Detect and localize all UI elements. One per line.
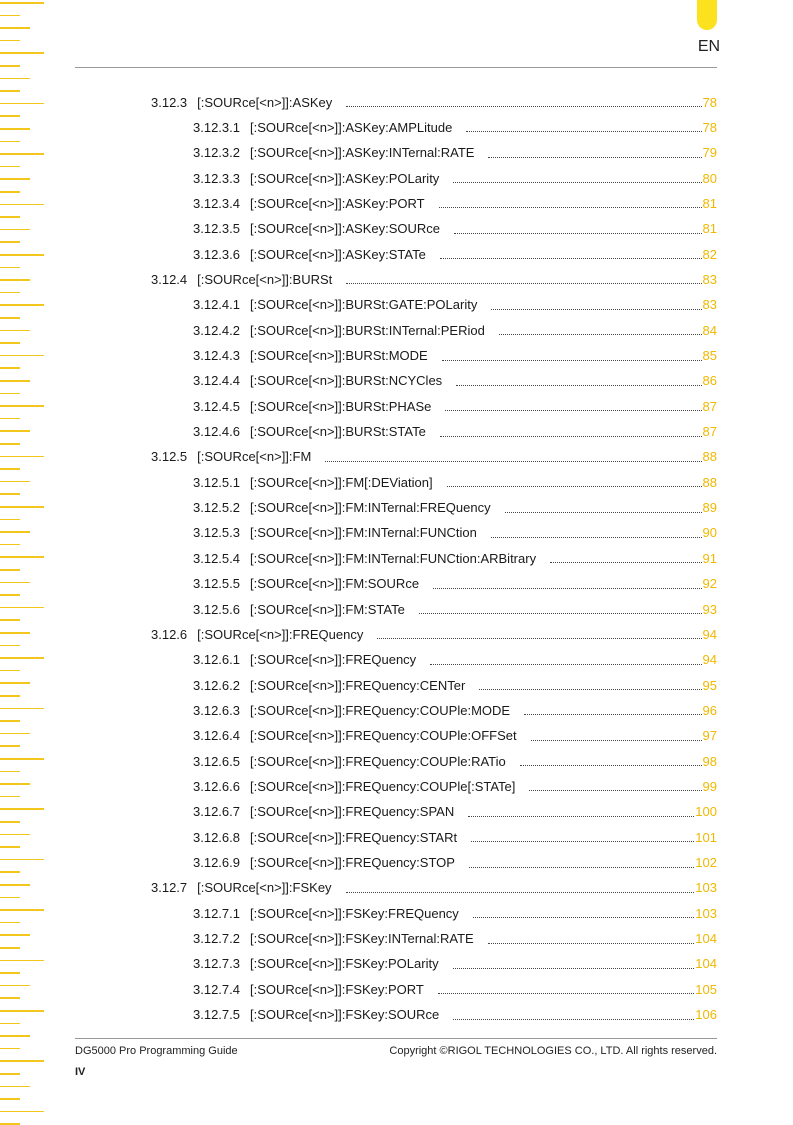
toc-dot-leader [468,815,694,817]
toc-entry-page[interactable]: 105 [695,981,717,997]
toc-entry-title: [:SOURce[<n>]]:FSKey:INTernal:RATE [250,931,474,947]
toc-entry-page[interactable]: 96 [702,702,717,718]
toc-entry-title: [:SOURce[<n>]]:FREQuency:CENTer [250,677,466,693]
toc-entry-number: 3.12.3.6 [193,246,240,262]
toc-subsection-entry[interactable] [193,650,717,670]
toc-subsection-entry[interactable] [193,396,717,416]
ruler-tick [0,960,44,962]
toc-entry-title: [:SOURce[<n>]]:FSKey:FREQuency [250,905,459,921]
ruler-tick [0,317,20,319]
toc-entry-title: [:SOURce[<n>]]:ASKey:SOURce [250,221,441,237]
toc-entry-title: [:SOURce[<n>]]:FREQuency:COUPle:RATio [250,753,506,769]
ruler-tick [0,619,20,621]
toc-entry-number: 3.12.5.6 [193,601,240,617]
ruler-tick [0,2,44,4]
toc-entry-number: 3.12.7.3 [193,956,240,972]
ruler-tick [0,27,30,29]
toc-entry-title: [:SOURce[<n>]]:FREQuency:COUPle:MODE [250,702,511,718]
toc-subsection-entry[interactable] [193,193,717,213]
toc-entry-number: 3.12.4 [151,271,188,287]
ruler-tick [0,342,20,344]
toc-entry-title: [:SOURce[<n>]]:FREQuency:STOP [250,855,455,870]
toc-entry-title: [:SOURce[<n>]]:ASKey:POLarity [250,170,440,186]
toc-subsection-entry[interactable] [193,548,717,568]
ruler-tick [0,884,30,886]
ruler-tick [0,141,20,143]
toc-entry-number: 3.12.6.7 [193,804,240,820]
ruler-tick [0,166,20,168]
toc-entry-title: [:SOURce[<n>]]:ASKey [197,94,333,110]
ruler-tick [0,204,44,206]
ruler-tick [0,330,30,332]
toc-entry-number: 3.12.3.1 [193,119,240,135]
ruler-tick [0,456,44,458]
toc-dot-leader [440,435,702,437]
toc-entry-number: 3.12.3.3 [193,170,240,186]
toc-entry-title: [:SOURce[<n>]]:BURSt:PHASe [250,398,432,414]
toc-entry-number: 3.12.6.4 [193,728,240,744]
toc-entry-title: [:SOURce[<n>]]:FM:INTernal:FUNCtion:ARBitrary [250,550,537,566]
toc-dot-leader [491,308,701,310]
toc-entry-title: [:SOURce[<n>]]:FM:SOURce [250,576,420,592]
ruler-tick [0,972,20,974]
toc-entry-number: 3.12.6.9 [193,855,240,870]
toc-subsection-entry[interactable] [193,776,717,796]
toc-entry-number: 3.12.5.3 [193,525,240,541]
ruler-tick [0,670,20,672]
ruler-tick [0,443,20,445]
toc-entry-number: 3.12.3 [151,94,188,110]
ruler-tick [0,380,30,382]
toc-dot-leader [471,840,694,842]
toc-subsection-entry[interactable] [193,1005,717,1025]
toc-dot-leader [433,587,701,589]
toc-entry-number: 3.12.3.4 [193,195,240,211]
ruler-tick [0,115,20,117]
toc-entry-title: [:SOURce[<n>]]:FREQuency:STARt [250,829,458,845]
toc-entry-title: [:SOURce[<n>]]:BURSt:MODE [250,348,428,363]
toc-subsection-entry[interactable] [193,472,717,492]
ruler-tick [0,15,20,17]
ruler-tick [0,758,44,760]
toc-entry-number: 3.12.7.1 [193,905,240,921]
toc-subsection-entry[interactable] [193,346,717,366]
toc-dot-leader [491,536,702,538]
toc-subsection-entry[interactable] [193,168,717,188]
toc-dot-leader [529,789,701,791]
ruler-tick [0,128,30,130]
margin-ruler [0,0,50,1122]
header-rule [75,67,717,68]
ruler-tick [0,834,30,836]
toc-entry-page[interactable]: 83 [702,271,717,287]
toc-subsection-entry[interactable] [193,751,717,771]
footer-doc-title: DG5000 Pro Programming Guide [75,1045,238,1057]
toc-subsection-entry[interactable] [193,802,717,822]
toc-entry-title: [:SOURce[<n>]]:FM:INTernal:FUNCtion [250,525,477,541]
ruler-tick [0,292,20,294]
ruler-tick [0,544,20,546]
ruler-tick [0,52,44,54]
ruler-tick [0,934,30,936]
toc-entry-title: [:SOURce[<n>]]:ASKey:PORT [250,195,425,211]
toc-dot-leader [524,713,701,715]
ruler-tick [0,569,20,571]
toc-entry-title: [:SOURce[<n>]]:FM [197,449,312,465]
toc-entry-page[interactable]: 81 [702,221,717,237]
toc-dot-leader [454,232,702,234]
ruler-tick [0,103,44,105]
toc-entry-title: [:SOURce[<n>]]:ASKey:STATe [250,246,426,262]
ruler-tick [0,1048,20,1050]
toc-entry-page[interactable]: 94 [702,626,717,642]
toc-dot-leader [346,282,701,284]
toc-entry-title: [:SOURce[<n>]]:FSKey [197,880,332,896]
toc-dot-leader [488,156,701,158]
toc-dot-leader [488,942,695,944]
toc-entry-title: [:SOURce[<n>]]:FSKey:POLarity [250,956,439,972]
ruler-tick [0,506,44,508]
toc-subsection-entry[interactable] [193,523,717,543]
toc-dot-leader [531,739,702,741]
toc-dot-leader [453,181,701,183]
ruler-tick [0,468,20,470]
toc-entry-page[interactable]: 85 [702,348,717,363]
ruler-tick [0,796,20,798]
toc-entry-number: 3.12.7.2 [193,931,240,947]
toc-dot-leader [439,206,702,208]
toc-dot-leader [438,992,694,994]
toc-entry-number: 3.12.5 [151,449,188,465]
toc-entry-page[interactable]: 78 [702,94,717,110]
toc-subsection-entry[interactable] [193,599,717,619]
ruler-tick [0,645,20,647]
toc-entry-title: [:SOURce[<n>]]:ASKey:AMPLitude [250,119,453,135]
toc-entry-page[interactable]: 104 [695,956,717,972]
toc-entry-page[interactable]: 87 [702,398,717,414]
toc-dot-leader [377,637,701,639]
toc-subsection-entry[interactable] [193,244,717,264]
toc-dot-leader [469,866,694,868]
ruler-tick [0,153,44,155]
toc-subsection-entry[interactable] [193,117,717,137]
toc-entry-title: [:SOURce[<n>]]:FSKey:PORT [250,981,424,997]
toc-section-entry[interactable] [151,269,717,289]
toc-dot-leader [447,485,702,487]
toc-dot-leader [505,511,702,513]
toc-entry-title: [:SOURce[<n>]]:FREQuency [197,626,364,642]
toc-entry-page[interactable]: 91 [702,550,717,566]
ruler-tick [0,1060,44,1062]
toc-entry-title: [:SOURce[<n>]]:FM:INTernal:FREQuency [250,500,491,516]
toc-entry-title: [:SOURce[<n>]]:BURSt [197,271,333,287]
toc-entry-number: 3.12.6.8 [193,829,240,845]
ruler-tick [0,657,44,659]
ruler-tick [0,582,30,584]
ruler-tick [0,216,20,218]
ruler-tick [0,632,30,634]
toc-section-entry[interactable] [151,92,717,112]
toc-entry-page[interactable]: 83 [702,297,717,313]
ruler-tick [0,40,20,42]
ruler-tick [0,65,20,67]
toc-entry-number: 3.12.6.6 [193,778,240,794]
ruler-tick [0,1073,20,1075]
ruler-tick [0,783,30,785]
toc-entry-page[interactable]: 88 [702,474,717,490]
toc-subsection-entry[interactable] [193,700,717,720]
toc-subsection-entry[interactable] [193,498,717,518]
ruler-tick [0,821,20,823]
toc-dot-leader [325,460,701,462]
toc-dot-leader [453,967,695,969]
toc-entry-number: 3.12.6.1 [193,652,240,668]
toc-section-entry[interactable] [151,878,717,898]
toc-entry-page[interactable]: 95 [702,677,717,693]
toc-entry-page[interactable]: 88 [702,449,717,465]
language-tab [697,0,717,30]
ruler-tick [0,1010,44,1012]
toc-entry-page[interactable]: 87 [702,424,717,440]
toc-entry-number: 3.12.6 [151,626,188,642]
toc-subsection-entry[interactable] [193,726,717,746]
toc-subsection-entry[interactable] [193,143,717,163]
toc-entry-title: [:SOURce[<n>]]:BURSt:INTernal:PERiod [250,322,485,338]
toc-entry-title: [:SOURce[<n>]]:BURSt:NCYCles [250,373,443,389]
toc-dot-leader [453,1018,694,1020]
toc-section-entry[interactable] [151,447,717,467]
page-number: IV [75,1066,86,1078]
toc-entry-number: 3.12.4.1 [193,297,240,313]
toc-entry-page[interactable]: 82 [702,246,717,262]
ruler-tick [0,90,20,92]
ruler-tick [0,229,30,231]
ruler-tick [0,531,30,533]
toc-entry-title: [:SOURce[<n>]]:BURSt:STATe [250,424,426,440]
ruler-tick [0,493,20,495]
toc-entry-number: 3.12.3.5 [193,221,240,237]
toc-subsection-entry[interactable] [193,320,717,340]
toc-entry-page[interactable]: 92 [702,576,717,592]
toc-section-entry[interactable] [151,624,717,644]
toc-entry-page[interactable]: 100 [695,804,717,820]
toc-entry-page[interactable]: 80 [702,170,717,186]
footer-copyright: Copyright ©RIGOL TECHNOLOGIES CO., LTD. All rights reserved. [389,1045,717,1057]
toc-dot-leader [499,333,702,335]
ruler-tick [0,1023,20,1025]
toc-dot-leader [479,688,701,690]
toc-dot-leader [550,561,701,563]
toc-entry-page[interactable]: 99 [702,778,717,794]
ruler-tick [0,1098,20,1100]
toc-entry-title: [:SOURce[<n>]]:FREQuency:COUPle:OFFSet [250,728,517,744]
toc-entry-title: [:SOURce[<n>]]:ASKey:INTernal:RATE [250,145,475,161]
toc-entry-page[interactable]: 103 [695,905,717,921]
toc-entry-page[interactable]: 106 [695,1007,717,1023]
ruler-tick [0,430,30,432]
toc-dot-leader [456,384,701,386]
toc-entry-number: 3.12.6.2 [193,677,240,693]
toc-entry-number: 3.12.5.1 [193,474,240,490]
toc-entry-page[interactable]: 79 [702,145,717,161]
ruler-tick [0,594,20,596]
toc-entry-page[interactable]: 104 [695,931,717,947]
toc-dot-leader [346,105,701,107]
ruler-tick [0,985,30,987]
toc-dot-leader [440,257,702,259]
toc-entry-page[interactable]: 94 [702,652,717,668]
toc-entry-number: 3.12.4.4 [193,373,240,389]
toc-entry-number: 3.12.4.2 [193,322,240,338]
toc-entry-page[interactable]: 103 [695,880,717,896]
ruler-tick [0,871,20,873]
toc-entry-number: 3.12.5.5 [193,576,240,592]
toc-entry-page[interactable]: 89 [702,500,717,516]
ruler-tick [0,367,20,369]
toc-entry-title: [:SOURce[<n>]]:FSKey:SOURce [250,1007,440,1023]
ruler-tick [0,556,44,558]
ruler-tick [0,393,20,395]
toc-dot-leader [419,612,702,614]
toc-entry-number: 3.12.4.5 [193,398,240,414]
toc-entry-number: 3.12.5.4 [193,550,240,566]
ruler-tick [0,267,20,269]
toc-dot-leader [442,359,702,361]
toc-dot-leader [445,409,701,411]
ruler-tick [0,405,44,407]
toc-entry-number: 3.12.4.6 [193,424,240,440]
toc-dot-leader [466,130,701,132]
ruler-tick [0,897,20,899]
ruler-tick [0,481,30,483]
toc-entry-number: 3.12.5.2 [193,500,240,516]
ruler-tick [0,846,20,848]
toc-entry-title: [:SOURce[<n>]]:FM:STATe [250,601,405,617]
ruler-tick [0,519,20,521]
language-label: EN [697,38,721,55]
ruler-tick [0,708,44,710]
ruler-tick [0,909,44,911]
ruler-tick [0,355,44,357]
toc-entry-title: [:SOURce[<n>]]:FM[:DEViation] [250,474,433,490]
toc-entry-page[interactable]: 98 [702,753,717,769]
toc-entry-number: 3.12.7.5 [193,1007,240,1023]
toc-subsection-entry[interactable] [193,675,717,695]
ruler-tick [0,720,20,722]
toc-subsection-entry[interactable] [193,929,717,949]
ruler-tick [0,947,20,949]
ruler-tick [0,78,30,80]
toc-entry-page[interactable]: 101 [695,829,717,845]
ruler-tick [0,254,44,256]
toc-subsection-entry[interactable] [193,954,717,974]
ruler-tick [0,922,20,924]
toc-subsection-entry[interactable] [193,979,717,999]
toc-entry-page[interactable]: 81 [702,195,717,211]
toc-entry-number: 3.12.4.3 [193,348,240,363]
toc-entry-number: 3.12.6.5 [193,753,240,769]
ruler-tick [0,279,30,281]
toc-entry-page[interactable]: 90 [702,525,717,541]
toc-entry-title: [:SOURce[<n>]]:BURSt:GATE:POLarity [250,297,478,313]
toc-subsection-entry[interactable] [193,853,717,873]
ruler-tick [0,418,20,420]
toc-entry-number: 3.12.6.3 [193,702,240,718]
toc-subsection-entry[interactable] [193,371,717,391]
toc-entry-number: 3.12.3.2 [193,145,240,161]
toc-entry-title: [:SOURce[<n>]]:FREQuency:COUPle[:STATe] [250,778,516,794]
toc-subsection-entry[interactable] [193,574,717,594]
ruler-tick [0,997,20,999]
toc-dot-leader [430,663,701,665]
ruler-tick [0,1086,30,1088]
ruler-tick [0,241,20,243]
toc-entry-number: 3.12.7 [151,880,188,896]
ruler-tick [0,771,20,773]
ruler-tick [0,733,30,735]
toc-dot-leader [473,916,694,918]
ruler-tick [0,695,20,697]
footer-rule [75,1038,717,1039]
toc-subsection-entry[interactable] [193,219,717,239]
toc-subsection-entry[interactable] [193,295,717,315]
ruler-tick [0,304,44,306]
toc-entry-title: [:SOURce[<n>]]:FREQuency:SPAN [250,804,455,820]
ruler-tick [0,808,44,810]
toc-entry-page[interactable]: 86 [702,373,717,389]
toc-dot-leader [520,764,702,766]
ruler-tick [0,191,20,193]
ruler-tick [0,607,44,609]
ruler-tick [0,745,20,747]
toc-subsection-entry[interactable] [193,422,717,442]
ruler-tick [0,682,30,684]
ruler-tick [0,178,30,180]
toc-entry-page[interactable]: 102 [695,855,717,870]
toc-entry-number: 3.12.7.4 [193,981,240,997]
toc-entry-page[interactable]: 97 [702,728,717,744]
toc-subsection-entry[interactable] [193,903,717,923]
toc-dot-leader [346,891,695,893]
toc-entry-page[interactable]: 78 [702,119,717,135]
ruler-tick [0,1111,44,1113]
toc-entry-page[interactable]: 93 [702,601,717,617]
ruler-tick [0,859,44,861]
toc-entry-title: [:SOURce[<n>]]:FREQuency [250,652,417,668]
toc-entry-page[interactable]: 84 [702,322,717,338]
ruler-tick [0,1035,30,1037]
toc-subsection-entry[interactable] [193,827,717,847]
